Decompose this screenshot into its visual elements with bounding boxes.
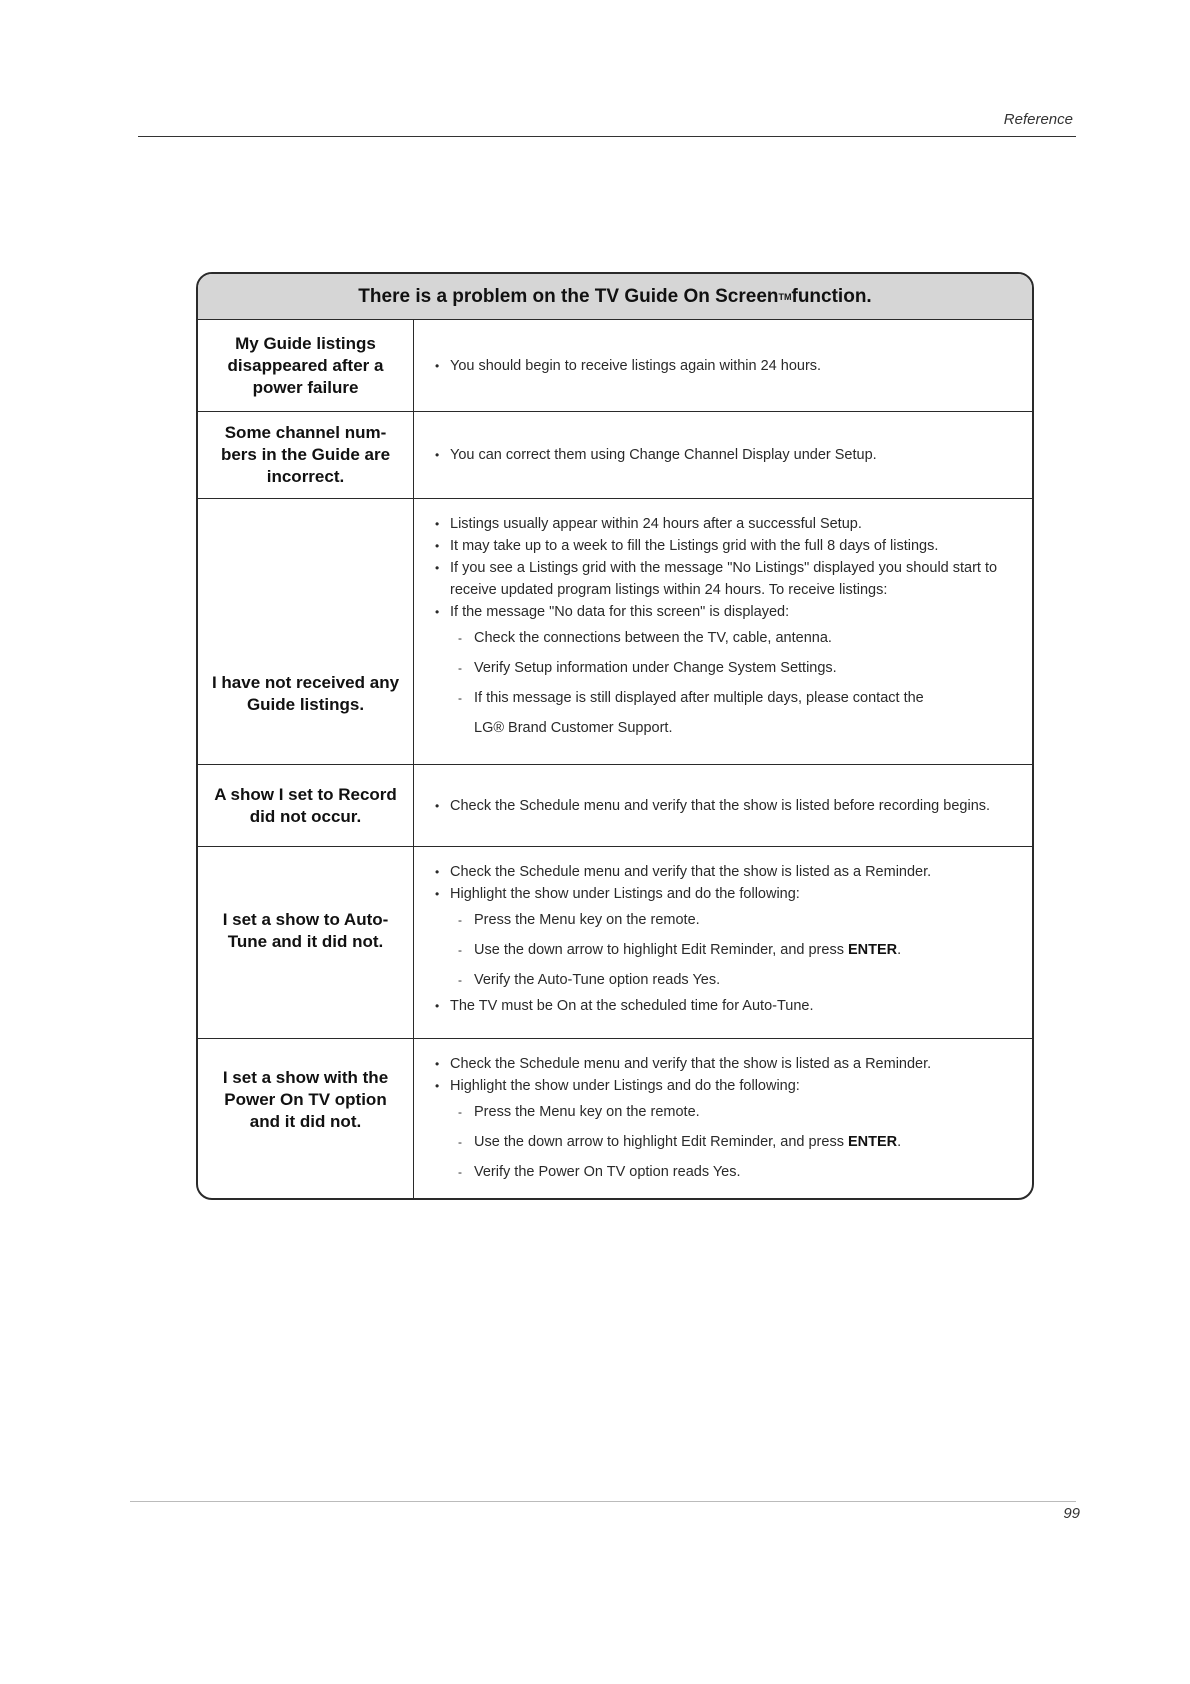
sub-list-item: - Verify Setup information under Change System Settings. [434, 657, 1012, 679]
table-row [198, 320, 1032, 412]
troubleshooting-panel [196, 272, 1034, 1200]
section-label: Reference [1003, 111, 1073, 128]
header-rule [138, 136, 1076, 137]
enter-key-label: ENTER [847, 1134, 898, 1150]
solution-cell [414, 412, 1032, 498]
problem-cell: My Guide listings disappeared after a power failure [198, 320, 414, 411]
problem-line: bers in the Guide are [220, 445, 391, 464]
list-item: • The TV must be On at the scheduled time for Auto-Tune. [434, 995, 1012, 1017]
panel-title-suffix: function. [791, 285, 872, 307]
problem-line: Some channel num- [224, 423, 387, 442]
solution-cell [414, 1039, 1032, 1198]
sub-list-item [434, 939, 1012, 961]
table-row [198, 1039, 1032, 1198]
list-item: • Check the Schedule menu and verify that the show is listed before recording begins. [434, 795, 1012, 817]
trademark-mark: TM [778, 291, 792, 302]
list-item: • Highlight the show under Listings and do the following: [434, 1075, 1012, 1097]
list-item: • You should begin to receive listings again within 24 hours. [434, 355, 1012, 377]
list-item: • If you see a Listings grid with the message "No Listings" displayed you should start to receive updated program listings within 24 hours. To receive listings: [434, 557, 1012, 601]
list-item: • It may take up to a week to fill the Listings grid with the full 8 days of listings. [434, 535, 1012, 557]
table-row [198, 412, 1032, 499]
sub-list-item: - Verify the Power On TV option reads Yes. [434, 1161, 1012, 1183]
solution-cell [414, 847, 1032, 1038]
sub-list-text: Use the down arrow to highlight Edit Reminder, and press [474, 1134, 848, 1150]
problem-cell [198, 412, 414, 498]
list-item: • Check the Schedule menu and verify that the show is listed as a Reminder. [434, 1053, 1012, 1075]
solution-cell [414, 499, 1032, 764]
panel-title-text: There is a problem on the TV Guide On Screen [358, 285, 779, 307]
list-item: • Check the Schedule menu and verify that the show is listed as a Reminder. [434, 861, 1012, 883]
table-row [198, 765, 1032, 847]
sub-list-text: Use the down arrow to highlight Edit Reminder, and press [474, 942, 848, 958]
sub-list-item [434, 1131, 1012, 1153]
panel-title [198, 274, 1032, 320]
page-number: 99 [1063, 1505, 1080, 1522]
list-item: • If the message "No data for this screen" is displayed: [434, 601, 1012, 623]
sub-list-item: - Verify the Auto-Tune option reads Yes. [434, 969, 1012, 991]
list-item: • You can correct them using Change Channel Display under Setup. [434, 444, 1012, 466]
solution-cell [414, 320, 1032, 411]
sub-list-item: - Check the connections between the TV, cable, antenna. [434, 627, 1012, 649]
sub-list-continuation: LG® Brand Customer Support. [474, 720, 673, 736]
sub-list-item: - Press the Menu key on the remote. [434, 1101, 1012, 1123]
table-row [198, 847, 1032, 1039]
sub-list-item: - If this message is still displayed after multiple days, please contact the [434, 687, 1012, 709]
problem-line: incorrect. [266, 467, 345, 486]
problem-cell: A show I set to Record did not occur. [198, 765, 414, 846]
list-item: • Listings usually appear within 24 hours after a successful Setup. [434, 513, 1012, 535]
footer-rule [130, 1501, 1076, 1502]
sub-list-item: - Press the Menu key on the remote. [434, 909, 1012, 931]
problem-cell: I have not received any Guide listings. [198, 499, 414, 764]
table-row [198, 499, 1032, 765]
sentence-end: . [897, 942, 902, 958]
sentence-end: . [897, 1134, 902, 1150]
solution-cell [414, 765, 1032, 846]
problem-cell: I set a show to Auto-Tune and it did not. [198, 847, 414, 1038]
enter-key-label: ENTER [847, 942, 898, 958]
problem-cell: I set a show with the Power On TV option and it did not. [198, 1039, 414, 1198]
list-item: • Highlight the show under Listings and do the following: [434, 883, 1012, 905]
